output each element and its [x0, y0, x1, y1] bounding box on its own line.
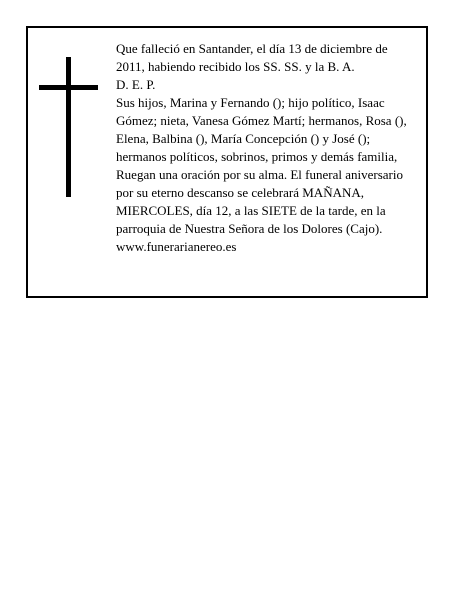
cross-horizontal-bar — [39, 85, 98, 90]
obituary-line: Sus hijos, Marina y Fernando (); hijo político, Isaac — [116, 95, 385, 110]
obituary-line: Que falleció en Santander, el día 13 de diciembre de — [116, 41, 388, 56]
obituary-line: Elena, Balbina (), María Concepción () y José (); — [116, 131, 371, 146]
obituary-line: parroquia de Nuestra Señora de los Dolores (Cajo). — [116, 221, 383, 236]
obituary-line: 2011, habiendo recibido los SS. SS. y la B. A. — [116, 59, 355, 74]
funeral-home-url: www.funerarianereo.es — [116, 239, 237, 254]
obituary-line: hermanos políticos, sobrinos, primos y demás familia, — [116, 149, 398, 164]
obituary-line: por su eterno descanso se celebrará MAÑANA, — [116, 185, 364, 200]
obituary-line: D. E. P. — [116, 77, 156, 92]
obituary-line: Ruegan una oración por su alma. El funeral aniversario — [116, 167, 403, 182]
obituary-notice — [26, 26, 428, 298]
obituary-line: Gómez; nieta, Vanesa Gómez Martí; hermanos, Rosa (), — [116, 113, 407, 128]
obituary-text — [116, 40, 416, 256]
cross-vertical-bar — [66, 57, 71, 197]
obituary-line: MIERCOLES, día 12, a las SIETE de la tarde, en la — [116, 203, 386, 218]
